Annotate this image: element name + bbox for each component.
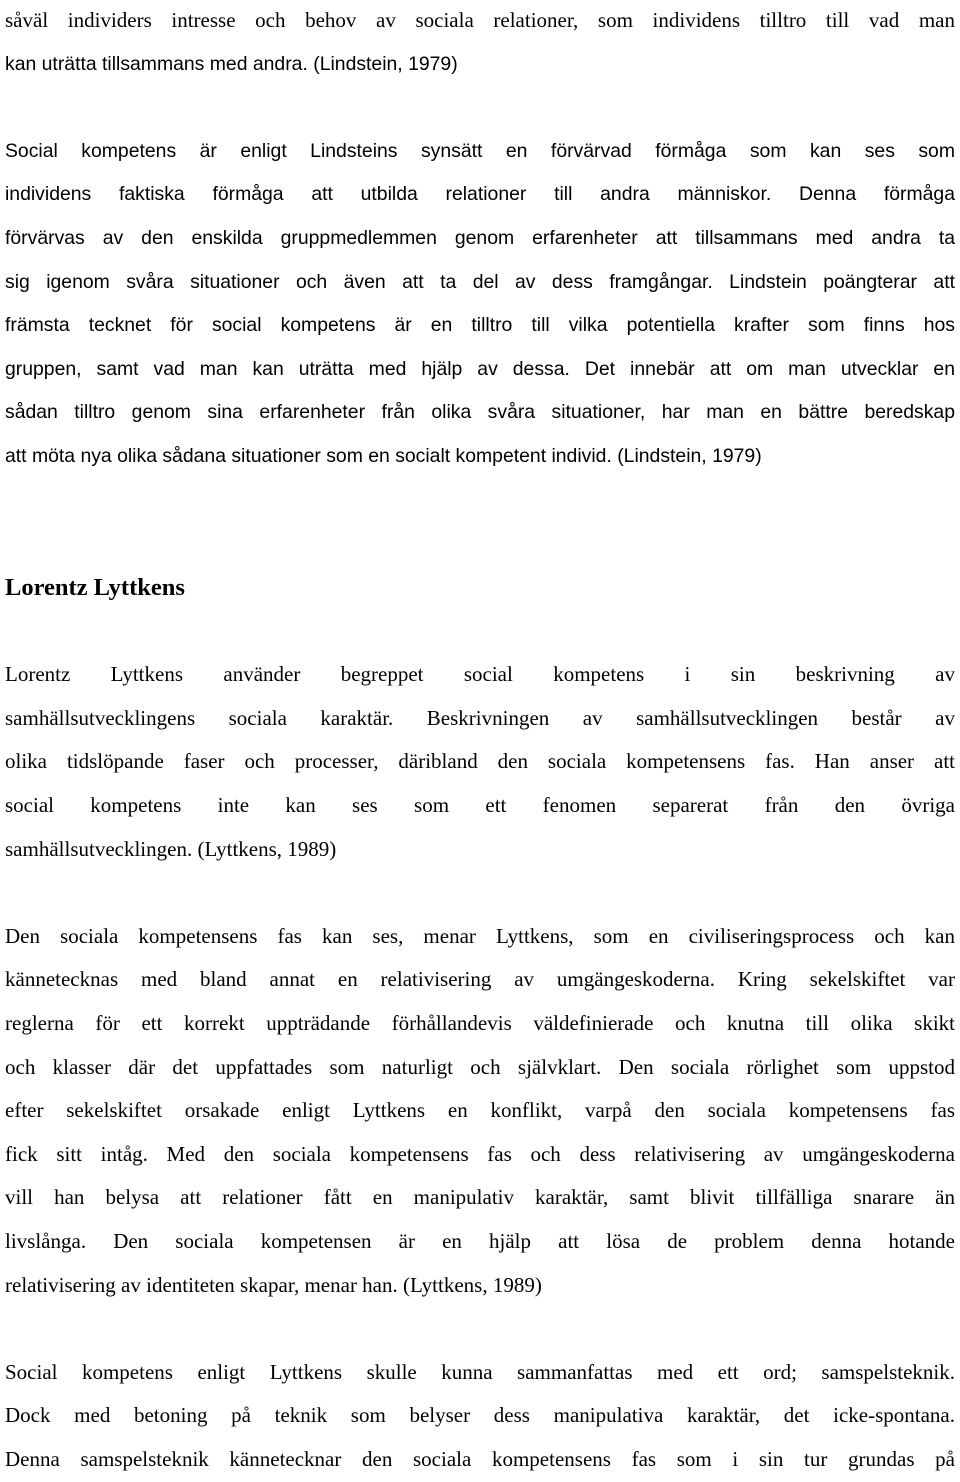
text-line: gruppen, samt vad man kan uträtta med hjälp av dessa. Det innebär att om man utvecklar en xyxy=(5,357,955,380)
paragraph-lindstein-intro xyxy=(5,0,955,86)
paragraph-lyttkens-phase xyxy=(5,915,955,1307)
text-line: sådan tilltro genom sina erfarenheter från olika svåra situationer, har man en bättre beredskap xyxy=(5,401,955,424)
text-line: individens faktiska förmåga att utbilda relationer till andra människor. Denna förmåga xyxy=(5,183,955,206)
text-line: vill han belysa att relationer fått en manipulativ karaktär, samt blivit tillfälliga snarare än xyxy=(5,1185,955,1210)
text-line: kännetecknas med bland annat en relativisering av umgängeskoderna. Kring sekelskiftet var xyxy=(5,967,955,992)
text-line: och klasser där det uppfattades som naturligt och självklart. Den sociala rörlighet som uppstod xyxy=(5,1054,955,1079)
text-line: Denna samspelsteknik kännetecknar den sociala kompetensens fas som i sin tur grundas på xyxy=(5,1446,955,1471)
text-line: olika tidslöpande faser och processer, däribland den sociala kompetensens fas. Han anser att xyxy=(5,749,955,774)
text-line: livslånga. Den sociala kompetensen är en hjälp att lösa de problem denna hotande xyxy=(5,1228,955,1253)
text-line: reglerna för ett korrekt uppträdande förhållandevis väldefinierade och knutna till olika skikt xyxy=(5,1010,955,1035)
text-line: sig igenom svåra situationer och även att ta del av dess framgångar. Lindstein poängterar att xyxy=(5,270,955,293)
text-line: samhällsutvecklingen. (Lyttkens, 1989) xyxy=(5,836,337,861)
text-line: Dock med betoning på teknik som belyser dess manipulativa karaktär, det icke-spontana. xyxy=(5,1403,955,1428)
text-line: såväl individers intresse och behov av sociala relationer, som individens tilltro till vad man xyxy=(5,8,955,32)
paragraph-lyttkens-intro xyxy=(5,653,955,871)
text-line: främsta tecknet för social kompetens är en tilltro till vilka potentiella krafter som finns hos xyxy=(5,314,955,337)
text-line: att möta nya olika sådana situationer som en socialt kompetent individ. (Lindstein, 1979) xyxy=(5,444,762,467)
text-line: kan uträtta tillsammans med andra. (Lindstein, 1979) xyxy=(5,52,458,75)
text-line: förvärvas av den enskilda gruppmedlemmen genom erfarenheter att tillsammans med andra ta xyxy=(5,226,955,249)
text-line: relativisering av identiteten skapar, menar han. (Lyttkens, 1989) xyxy=(5,1272,542,1297)
text-line: efter sekelskiftet orsakade enligt Lyttkens en konflikt, varpå den sociala kompetensens fas xyxy=(5,1098,955,1123)
document-page xyxy=(5,0,955,1482)
text-line: Social kompetens är enligt Lindsteins synsätt en förvärvad förmåga som kan ses som xyxy=(5,139,955,162)
text-line: samhällsutvecklingens sociala karaktär. Beskrivningen av samhällsutvecklingen består av xyxy=(5,705,955,730)
section-heading: Lorentz Lyttkens xyxy=(5,574,185,602)
text-line: Lorentz Lyttkens använder begreppet social kompetens i sin beskrivning av xyxy=(5,662,955,687)
text-line: fick sitt intåg. Med den sociala kompetensens fas och dess relativisering av umgängeskoderna xyxy=(5,1141,955,1166)
text-line: Social kompetens enligt Lyttkens skulle kunna sammanfattas med ett ord; samspelsteknik. xyxy=(5,1359,955,1384)
paragraph-lindstein-definition xyxy=(5,130,955,479)
text-line: Den sociala kompetensens fas kan ses, menar Lyttkens, som en civiliseringsprocess och kan xyxy=(5,923,955,948)
paragraph-lyttkens-summary xyxy=(5,1351,955,1482)
text-line: social kompetens inte kan ses som ett fenomen separerat från den övriga xyxy=(5,793,955,817)
